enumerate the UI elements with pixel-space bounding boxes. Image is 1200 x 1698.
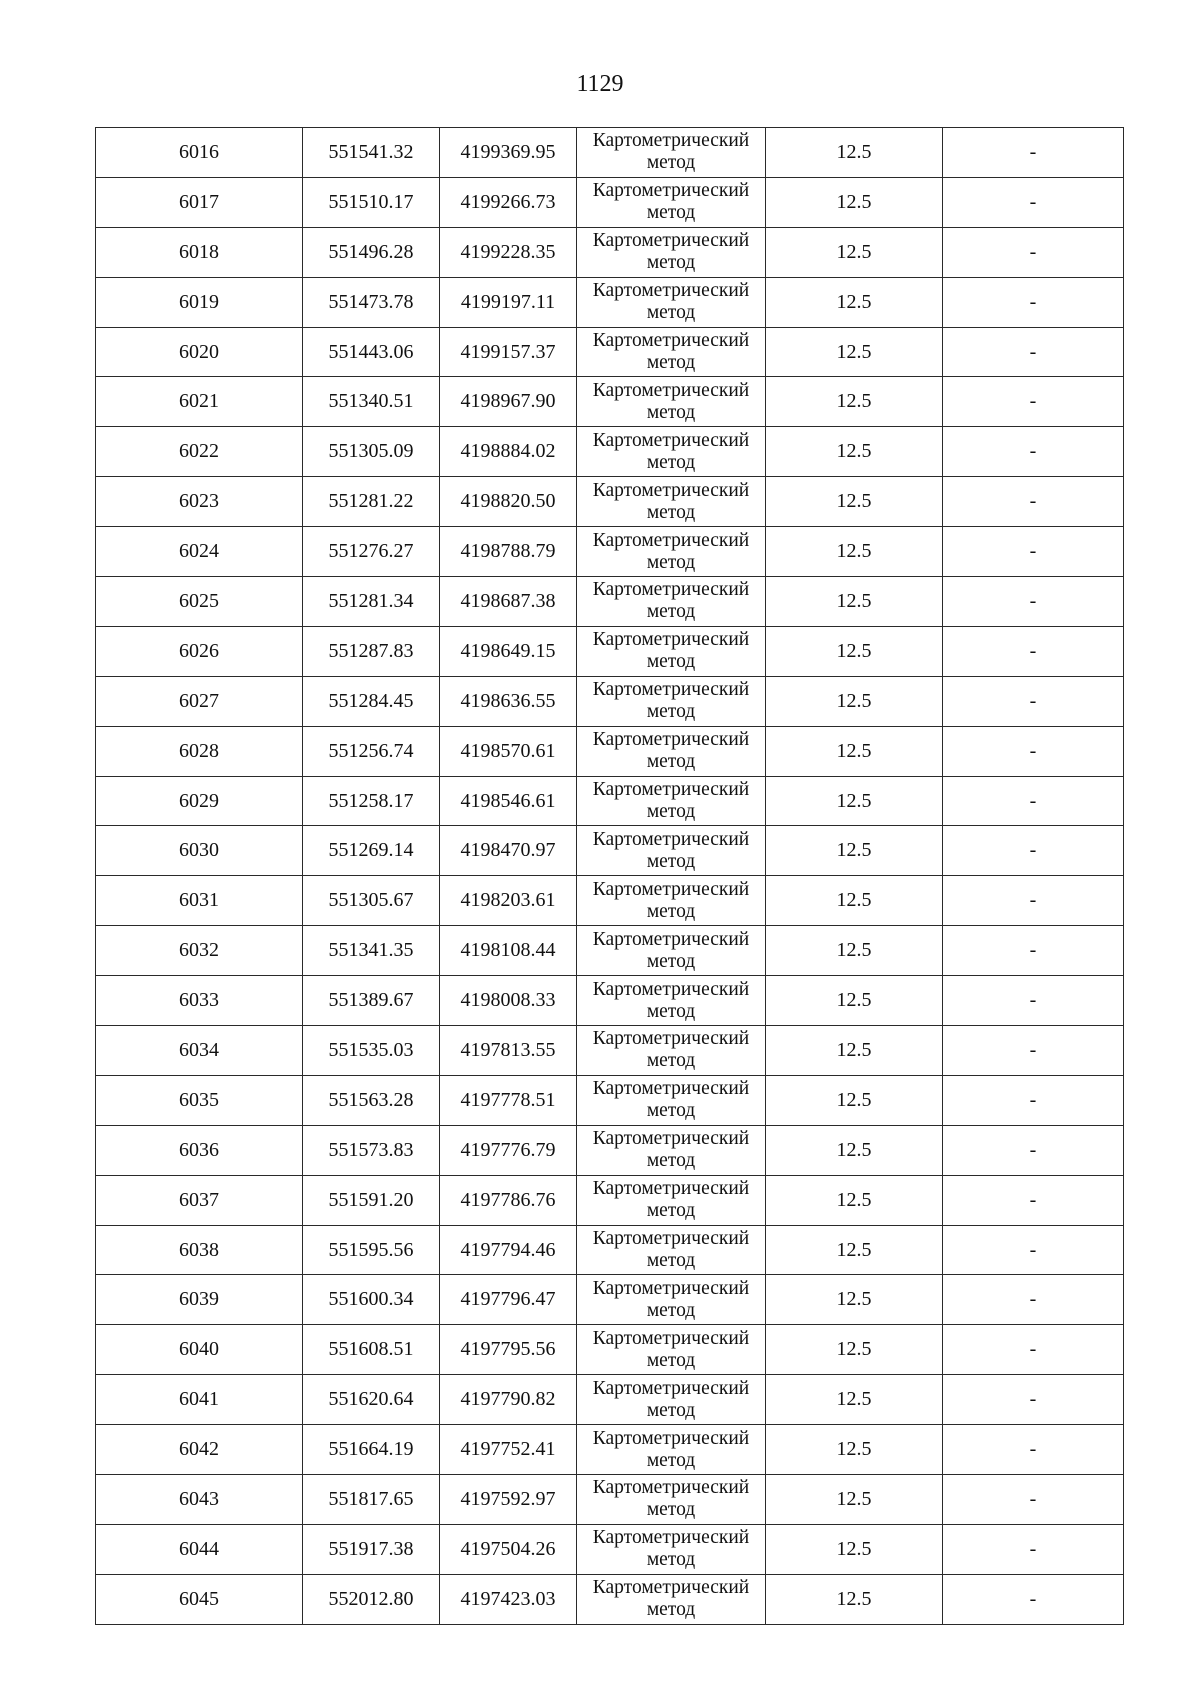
point-number-cell: 6035 [96, 1075, 303, 1125]
note-cell: - [943, 1574, 1124, 1624]
method-text-line: Картометрический [592, 1078, 750, 1100]
y-coordinate-cell: 4198108.44 [440, 926, 577, 976]
y-coordinate-cell: 4197794.46 [440, 1225, 577, 1275]
accuracy-cell: 12.5 [766, 1275, 943, 1325]
x-coordinate-cell: 551563.28 [303, 1075, 440, 1125]
x-coordinate-cell: 551284.45 [303, 676, 440, 726]
method-cell [577, 477, 766, 527]
point-number-cell: 6033 [96, 976, 303, 1026]
note-cell: - [943, 527, 1124, 577]
point-number-cell: 6024 [96, 527, 303, 577]
method-text-line: Картометрический [592, 978, 750, 1000]
point-number-cell: 6038 [96, 1225, 303, 1275]
y-coordinate-cell: 4198820.50 [440, 477, 577, 527]
method-cell [577, 377, 766, 427]
accuracy-cell: 12.5 [766, 277, 943, 327]
method-cell [577, 128, 766, 178]
method-text-line: метод [646, 1449, 696, 1471]
note-cell: - [943, 926, 1124, 976]
table-row [96, 676, 1124, 726]
accuracy-cell: 12.5 [766, 876, 943, 926]
table-row [96, 227, 1124, 277]
x-coordinate-cell: 551600.34 [303, 1275, 440, 1325]
point-number-cell: 6023 [96, 477, 303, 527]
method-text-line: метод [646, 1549, 696, 1571]
point-number-cell: 6041 [96, 1375, 303, 1425]
x-coordinate-cell: 551341.35 [303, 926, 440, 976]
accuracy-cell: 12.5 [766, 128, 943, 178]
method-text-line: метод [646, 401, 696, 423]
method-text-line: метод [646, 1250, 696, 1272]
note-cell: - [943, 1275, 1124, 1325]
note-cell: - [943, 1125, 1124, 1175]
note-cell: - [943, 676, 1124, 726]
y-coordinate-cell: 4199228.35 [440, 227, 577, 277]
y-coordinate-cell: 4199369.95 [440, 128, 577, 178]
note-cell: - [943, 1475, 1124, 1525]
method-cell [577, 876, 766, 926]
method-text-line: метод [646, 950, 696, 972]
table-row [96, 377, 1124, 427]
x-coordinate-cell: 551340.51 [303, 377, 440, 427]
y-coordinate-cell: 4197423.03 [440, 1574, 577, 1624]
method-cell [577, 527, 766, 577]
table-row [96, 1175, 1124, 1225]
accuracy-cell: 12.5 [766, 1075, 943, 1125]
method-text-line: метод [646, 751, 696, 773]
table-row [96, 1475, 1124, 1525]
method-text-line: метод [646, 1050, 696, 1072]
method-cell [577, 626, 766, 676]
y-coordinate-cell: 4197795.56 [440, 1325, 577, 1375]
note-cell: - [943, 577, 1124, 627]
x-coordinate-cell: 551608.51 [303, 1325, 440, 1375]
point-number-cell: 6017 [96, 177, 303, 227]
method-cell [577, 177, 766, 227]
note-cell: - [943, 1425, 1124, 1475]
note-cell: - [943, 626, 1124, 676]
table-row [96, 1275, 1124, 1325]
x-coordinate-cell: 551305.09 [303, 427, 440, 477]
method-cell [577, 676, 766, 726]
method-cell [577, 1574, 766, 1624]
y-coordinate-cell: 4197790.82 [440, 1375, 577, 1425]
accuracy-cell: 12.5 [766, 776, 943, 826]
method-cell [577, 826, 766, 876]
accuracy-cell: 12.5 [766, 626, 943, 676]
x-coordinate-cell: 551510.17 [303, 177, 440, 227]
coordinates-table [95, 127, 1124, 1625]
method-text-line: Картометрический [592, 230, 750, 252]
accuracy-cell: 12.5 [766, 427, 943, 477]
method-text-line: Картометрический [592, 1028, 750, 1050]
y-coordinate-cell: 4199197.11 [440, 277, 577, 327]
note-cell: - [943, 726, 1124, 776]
method-text-line: Картометрический [592, 1178, 750, 1200]
note-cell: - [943, 277, 1124, 327]
table-row [96, 1225, 1124, 1275]
x-coordinate-cell: 551591.20 [303, 1175, 440, 1225]
y-coordinate-cell: 4197504.26 [440, 1524, 577, 1574]
method-text-line: Картометрический [592, 1377, 750, 1399]
table-row [96, 726, 1124, 776]
note-cell: - [943, 1175, 1124, 1225]
y-coordinate-cell: 4197592.97 [440, 1475, 577, 1525]
accuracy-cell: 12.5 [766, 1026, 943, 1076]
method-cell [577, 926, 766, 976]
method-text-line: метод [646, 1100, 696, 1122]
table-row [96, 1524, 1124, 1574]
y-coordinate-cell: 4198649.15 [440, 626, 577, 676]
accuracy-cell: 12.5 [766, 1125, 943, 1175]
method-text-line: Картометрический [592, 1128, 750, 1150]
note-cell: - [943, 227, 1124, 277]
x-coordinate-cell: 552012.80 [303, 1574, 440, 1624]
method-text-line: Картометрический [592, 828, 750, 850]
accuracy-cell: 12.5 [766, 227, 943, 277]
point-number-cell: 6042 [96, 1425, 303, 1475]
table-row [96, 1425, 1124, 1475]
note-cell: - [943, 776, 1124, 826]
method-text-line: метод [646, 1000, 696, 1022]
method-text-line: Картометрический [592, 779, 750, 801]
y-coordinate-cell: 4198546.61 [440, 776, 577, 826]
method-text-line: метод [646, 900, 696, 922]
accuracy-cell: 12.5 [766, 1225, 943, 1275]
x-coordinate-cell: 551817.65 [303, 1475, 440, 1525]
method-text-line: метод [646, 601, 696, 623]
note-cell: - [943, 826, 1124, 876]
x-coordinate-cell: 551281.34 [303, 577, 440, 627]
table-row [96, 626, 1124, 676]
point-number-cell: 6043 [96, 1475, 303, 1525]
point-number-cell: 6029 [96, 776, 303, 826]
method-text-line: метод [646, 850, 696, 872]
method-cell [577, 1075, 766, 1125]
x-coordinate-cell: 551917.38 [303, 1524, 440, 1574]
method-text-line: метод [646, 202, 696, 224]
table-row [96, 177, 1124, 227]
x-coordinate-cell: 551573.83 [303, 1125, 440, 1175]
accuracy-cell: 12.5 [766, 1325, 943, 1375]
x-coordinate-cell: 551276.27 [303, 527, 440, 577]
method-cell [577, 1225, 766, 1275]
table-row [96, 277, 1124, 327]
method-cell [577, 327, 766, 377]
method-text-line: Картометрический [592, 1427, 750, 1449]
method-text-line: метод [646, 152, 696, 174]
accuracy-cell: 12.5 [766, 1475, 943, 1525]
method-text-line: метод [646, 651, 696, 673]
accuracy-cell: 12.5 [766, 577, 943, 627]
method-cell [577, 726, 766, 776]
x-coordinate-cell: 551258.17 [303, 776, 440, 826]
accuracy-cell: 12.5 [766, 926, 943, 976]
method-cell [577, 1425, 766, 1475]
method-cell [577, 227, 766, 277]
method-text-line: метод [646, 1150, 696, 1172]
table-row [96, 1325, 1124, 1375]
x-coordinate-cell: 551389.67 [303, 976, 440, 1026]
method-text-line: Картометрический [592, 479, 750, 501]
y-coordinate-cell: 4198203.61 [440, 876, 577, 926]
table-row [96, 527, 1124, 577]
method-text-line: Картометрический [592, 180, 750, 202]
y-coordinate-cell: 4198570.61 [440, 726, 577, 776]
point-number-cell: 6016 [96, 128, 303, 178]
x-coordinate-cell: 551256.74 [303, 726, 440, 776]
note-cell: - [943, 177, 1124, 227]
y-coordinate-cell: 4197776.79 [440, 1125, 577, 1175]
x-coordinate-cell: 551473.78 [303, 277, 440, 327]
y-coordinate-cell: 4198967.90 [440, 377, 577, 427]
page-number: 1129 [576, 71, 624, 97]
point-number-cell: 6028 [96, 726, 303, 776]
accuracy-cell: 12.5 [766, 1524, 943, 1574]
accuracy-cell: 12.5 [766, 177, 943, 227]
x-coordinate-cell: 551305.67 [303, 876, 440, 926]
table-row [96, 1026, 1124, 1076]
method-text-line: метод [646, 1349, 696, 1371]
note-cell: - [943, 477, 1124, 527]
point-number-cell: 6039 [96, 1275, 303, 1325]
method-text-line: Картометрический [592, 529, 750, 551]
point-number-cell: 6022 [96, 427, 303, 477]
note-cell: - [943, 1026, 1124, 1076]
table-row [96, 427, 1124, 477]
method-text-line: Картометрический [592, 878, 750, 900]
method-text-line: Картометрический [592, 679, 750, 701]
note-cell: - [943, 377, 1124, 427]
method-text-line: Картометрический [592, 280, 750, 302]
table-row [96, 1125, 1124, 1175]
method-text-line: метод [646, 501, 696, 523]
point-number-cell: 6040 [96, 1325, 303, 1375]
table-row [96, 826, 1124, 876]
accuracy-cell: 12.5 [766, 477, 943, 527]
note-cell: - [943, 1225, 1124, 1275]
point-number-cell: 6030 [96, 826, 303, 876]
method-text-line: Картометрический [592, 629, 750, 651]
point-number-cell: 6026 [96, 626, 303, 676]
point-number-cell: 6019 [96, 277, 303, 327]
y-coordinate-cell: 4199266.73 [440, 177, 577, 227]
method-text-line: Картометрический [592, 1277, 750, 1299]
table-row [96, 776, 1124, 826]
table-row [96, 327, 1124, 377]
table-row [96, 477, 1124, 527]
table-row [96, 926, 1124, 976]
accuracy-cell: 12.5 [766, 726, 943, 776]
method-cell [577, 277, 766, 327]
accuracy-cell: 12.5 [766, 1425, 943, 1475]
point-number-cell: 6045 [96, 1574, 303, 1624]
x-coordinate-cell: 551443.06 [303, 327, 440, 377]
table-row [96, 1574, 1124, 1624]
point-number-cell: 6032 [96, 926, 303, 976]
method-text-line: метод [646, 701, 696, 723]
method-text-line: Картометрический [592, 1228, 750, 1250]
method-text-line: Картометрический [592, 130, 750, 152]
method-cell [577, 776, 766, 826]
method-text-line: метод [646, 551, 696, 573]
y-coordinate-cell: 4198884.02 [440, 427, 577, 477]
table-row [96, 128, 1124, 178]
method-text-line: метод [646, 451, 696, 473]
point-number-cell: 6020 [96, 327, 303, 377]
method-text-line: Картометрический [592, 330, 750, 351]
method-text-line: метод [646, 302, 696, 324]
method-text-line: Картометрический [592, 429, 750, 451]
method-text-line: Картометрический [592, 1477, 750, 1499]
note-cell: - [943, 1075, 1124, 1125]
note-cell: - [943, 128, 1124, 178]
y-coordinate-cell: 4198687.38 [440, 577, 577, 627]
x-coordinate-cell: 551287.83 [303, 626, 440, 676]
method-cell [577, 1275, 766, 1325]
method-text-line: Картометрический [592, 1327, 750, 1349]
accuracy-cell: 12.5 [766, 527, 943, 577]
point-number-cell: 6037 [96, 1175, 303, 1225]
method-text-line: метод [646, 252, 696, 274]
point-number-cell: 6025 [96, 577, 303, 627]
method-cell [577, 1175, 766, 1225]
method-cell [577, 976, 766, 1026]
method-text-line: Картометрический [592, 1527, 750, 1549]
y-coordinate-cell: 4199157.37 [440, 327, 577, 377]
method-cell [577, 1325, 766, 1375]
method-cell [577, 427, 766, 477]
accuracy-cell: 12.5 [766, 976, 943, 1026]
accuracy-cell: 12.5 [766, 1574, 943, 1624]
x-coordinate-cell: 551541.32 [303, 128, 440, 178]
accuracy-cell: 12.5 [766, 826, 943, 876]
note-cell: - [943, 876, 1124, 926]
method-text-line: метод [646, 1299, 696, 1321]
point-number-cell: 6044 [96, 1524, 303, 1574]
point-number-cell: 6027 [96, 676, 303, 726]
accuracy-cell: 12.5 [766, 377, 943, 427]
table-row [96, 1375, 1124, 1425]
x-coordinate-cell: 551595.56 [303, 1225, 440, 1275]
y-coordinate-cell: 4197778.51 [440, 1075, 577, 1125]
y-coordinate-cell: 4197786.76 [440, 1175, 577, 1225]
method-text-line: Картометрический [592, 729, 750, 751]
y-coordinate-cell: 4197813.55 [440, 1026, 577, 1076]
note-cell: - [943, 327, 1124, 377]
note-cell: - [943, 1375, 1124, 1425]
note-cell: - [943, 1325, 1124, 1375]
method-cell [577, 577, 766, 627]
accuracy-cell: 12.5 [766, 676, 943, 726]
x-coordinate-cell: 551664.19 [303, 1425, 440, 1475]
note-cell: - [943, 1524, 1124, 1574]
y-coordinate-cell: 4197752.41 [440, 1425, 577, 1475]
method-text-line: метод [646, 1200, 696, 1222]
y-coordinate-cell: 4197796.47 [440, 1275, 577, 1325]
method-cell [577, 1125, 766, 1175]
y-coordinate-cell: 4198008.33 [440, 976, 577, 1026]
method-text-line: метод [646, 1599, 696, 1621]
method-cell [577, 1375, 766, 1425]
method-text-line: метод [646, 801, 696, 823]
point-number-cell: 6031 [96, 876, 303, 926]
point-number-cell: 6034 [96, 1026, 303, 1076]
note-cell: - [943, 976, 1124, 1026]
method-text-line: метод [646, 1399, 696, 1421]
table-body [96, 128, 1124, 1625]
method-text-line: Картометрический [592, 579, 750, 601]
x-coordinate-cell: 551620.64 [303, 1375, 440, 1425]
point-number-cell: 6018 [96, 227, 303, 277]
x-coordinate-cell: 551535.03 [303, 1026, 440, 1076]
method-text-line: Картометрический [592, 1577, 750, 1599]
method-cell [577, 1026, 766, 1076]
table-row [96, 1075, 1124, 1125]
y-coordinate-cell: 4198636.55 [440, 676, 577, 726]
x-coordinate-cell: 551269.14 [303, 826, 440, 876]
accuracy-cell: 12.5 [766, 327, 943, 377]
x-coordinate-cell: 551496.28 [303, 227, 440, 277]
table-row [96, 976, 1124, 1026]
y-coordinate-cell: 4198470.97 [440, 826, 577, 876]
method-text-line: метод [646, 352, 696, 373]
accuracy-cell: 12.5 [766, 1175, 943, 1225]
point-number-cell: 6036 [96, 1125, 303, 1175]
point-number-cell: 6021 [96, 377, 303, 427]
y-coordinate-cell: 4198788.79 [440, 527, 577, 577]
table-row [96, 577, 1124, 627]
method-text-line: Картометрический [592, 379, 750, 401]
method-cell [577, 1475, 766, 1525]
method-text-line: метод [646, 1499, 696, 1521]
x-coordinate-cell: 551281.22 [303, 477, 440, 527]
table-row [96, 876, 1124, 926]
note-cell: - [943, 427, 1124, 477]
method-text-line: Картометрический [592, 928, 750, 950]
accuracy-cell: 12.5 [766, 1375, 943, 1425]
method-cell [577, 1524, 766, 1574]
